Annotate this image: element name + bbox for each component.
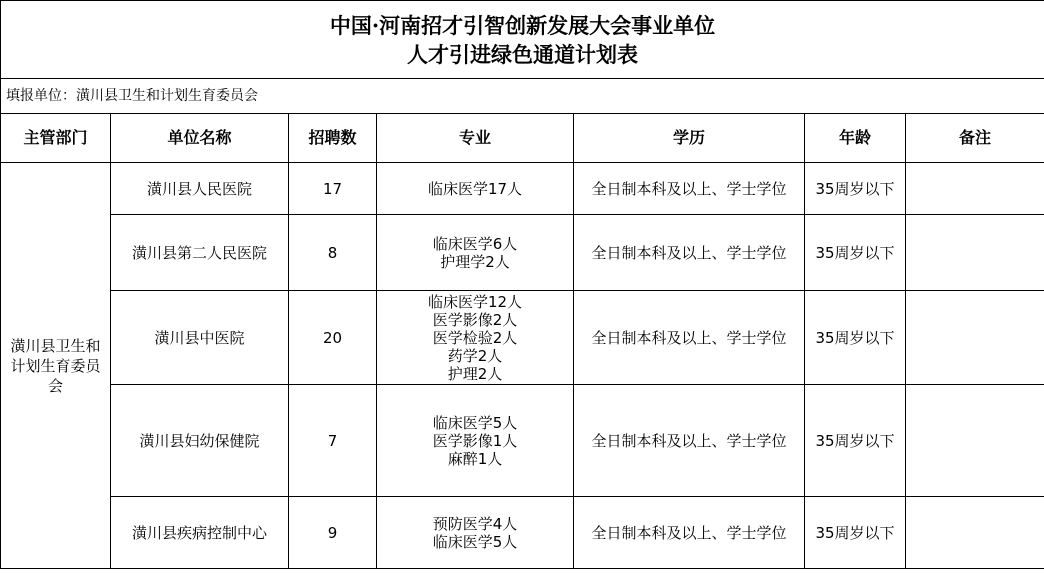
age-cell: 35周岁以下 bbox=[805, 215, 906, 291]
age-cell: 35周岁以下 bbox=[805, 163, 906, 215]
recruit-count: 8 bbox=[289, 215, 377, 291]
major-cell bbox=[377, 385, 574, 497]
major-line: 临床医学17人 bbox=[427, 179, 523, 198]
education-cell: 全日制本科及以上、学士学位 bbox=[574, 215, 805, 291]
age-cell: 35周岁以下 bbox=[805, 291, 906, 385]
table-row bbox=[1, 163, 1044, 215]
header-age: 年龄 bbox=[805, 114, 906, 163]
department-cell bbox=[1, 163, 111, 569]
recruit-count: 17 bbox=[289, 163, 377, 215]
department-name: 潢川县卫生和计划生育委员会 bbox=[10, 336, 101, 395]
header-education: 学历 bbox=[574, 114, 805, 163]
major-line: 医学影像2人 bbox=[432, 310, 518, 329]
unit-name: 潢川县疾病控制中心 bbox=[111, 497, 289, 569]
recruit-count: 7 bbox=[289, 385, 377, 497]
age-cell: 35周岁以下 bbox=[805, 385, 906, 497]
note-cell bbox=[906, 497, 1044, 569]
unit-name: 潢川县中医院 bbox=[111, 291, 289, 385]
title-line-2: 人才引进绿色通道计划表 bbox=[407, 41, 638, 67]
age-cell: 35周岁以下 bbox=[805, 497, 906, 569]
major-cell bbox=[377, 291, 574, 385]
filler-unit: 填报单位：潢川县卫生和计划生育委员会 bbox=[1, 79, 1044, 114]
note-cell bbox=[906, 163, 1044, 215]
education-cell: 全日制本科及以上、学士学位 bbox=[574, 497, 805, 569]
table-title bbox=[1, 1, 1044, 79]
major-line: 药学2人 bbox=[447, 346, 503, 365]
recruit-count: 20 bbox=[289, 291, 377, 385]
major-line: 护理2人 bbox=[447, 364, 503, 383]
table-row bbox=[1, 215, 1044, 291]
header-count: 招聘数 bbox=[289, 114, 377, 163]
note-cell bbox=[906, 385, 1044, 497]
major-cell bbox=[377, 215, 574, 291]
major-line: 麻醉1人 bbox=[447, 449, 503, 468]
unit-name: 潢川县妇幼保健院 bbox=[111, 385, 289, 497]
education-cell: 全日制本科及以上、学士学位 bbox=[574, 291, 805, 385]
major-line: 临床医学12人 bbox=[427, 292, 523, 311]
header-note: 备注 bbox=[906, 114, 1044, 163]
header-department: 主管部门 bbox=[1, 114, 111, 163]
major-cell bbox=[377, 497, 574, 569]
major-line: 医学检验2人 bbox=[432, 328, 518, 347]
note-cell bbox=[906, 291, 1044, 385]
unit-name: 潢川县人民医院 bbox=[111, 163, 289, 215]
major-cell bbox=[377, 163, 574, 215]
education-cell: 全日制本科及以上、学士学位 bbox=[574, 163, 805, 215]
major-line: 临床医学5人 bbox=[432, 532, 518, 551]
table-row bbox=[1, 385, 1044, 497]
note-cell bbox=[906, 215, 1044, 291]
education-cell: 全日制本科及以上、学士学位 bbox=[574, 385, 805, 497]
header-unit-name: 单位名称 bbox=[111, 114, 289, 163]
major-line: 医学影像1人 bbox=[432, 431, 518, 450]
major-line: 临床医学6人 bbox=[432, 234, 518, 253]
unit-name: 潢川县第二人民医院 bbox=[111, 215, 289, 291]
header-major: 专业 bbox=[377, 114, 574, 163]
major-line: 预防医学4人 bbox=[432, 514, 518, 533]
major-line: 护理学2人 bbox=[440, 252, 510, 271]
title-line-1: 中国·河南招才引智创新发展大会事业单位 bbox=[329, 12, 716, 38]
table-row bbox=[1, 497, 1044, 569]
major-line: 临床医学5人 bbox=[432, 413, 518, 432]
recruit-count: 9 bbox=[289, 497, 377, 569]
table-row bbox=[1, 291, 1044, 385]
